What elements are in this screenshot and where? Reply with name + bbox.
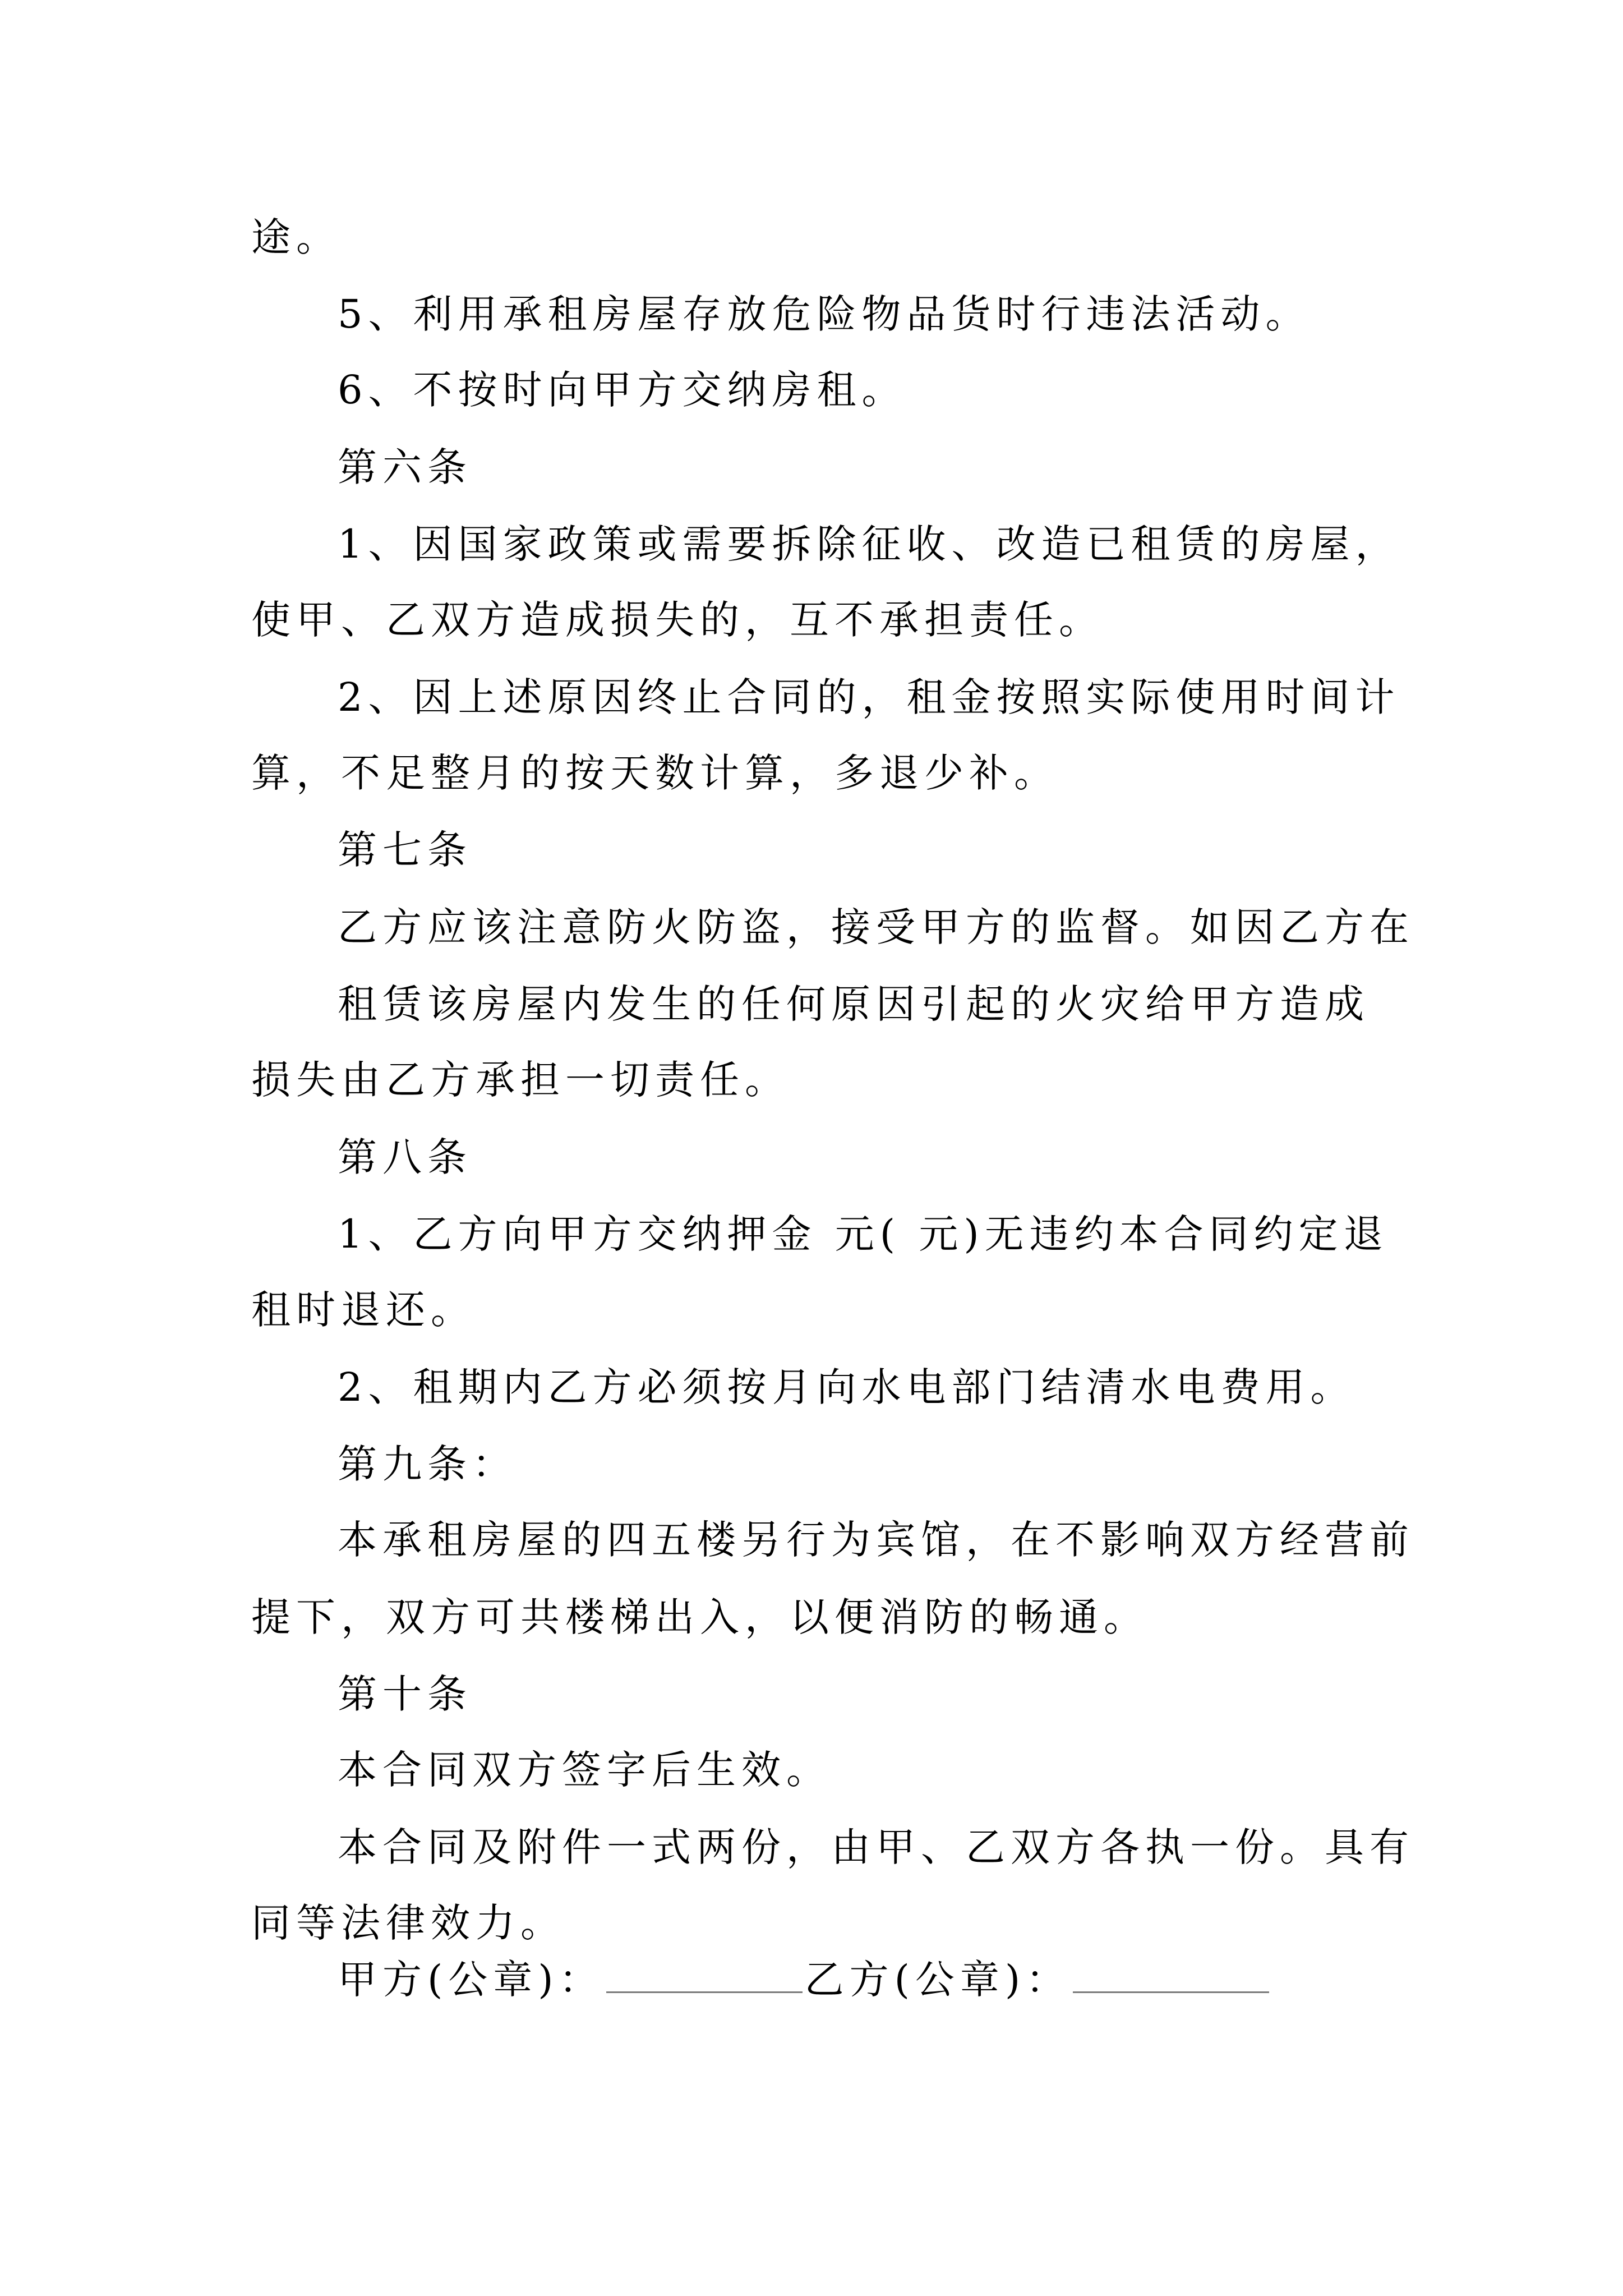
paragraph-line: 1、乙方向甲方交纳押金 元( 元)无违约本合同约定退: [338, 1211, 1389, 1257]
paragraph-line: 提下，双方可共楼梯出入，以便消防的畅通。: [251, 1594, 1149, 1640]
paragraph-line: 使甲、乙双方造成损失的，互不承担责任。: [251, 597, 1104, 643]
paragraph-line: 2、因上述原因终止合同的，租金按照实际使用时间计: [338, 674, 1400, 720]
paragraph-line: 5、利用承租房屋存放危险物品货时行违法活动。: [338, 291, 1311, 337]
section-heading: 第七条: [338, 827, 472, 873]
paragraph-line: 算，不足整月的按天数计算，多退少补。: [251, 750, 1059, 796]
paragraph-line: 6、不按时向甲方交纳房租。: [338, 367, 907, 413]
paragraph-line: 同等法律效力。: [251, 1900, 565, 1946]
paragraph-line: 本合同及附件一式两份，由甲、乙双方各执一份。具有: [338, 1824, 1414, 1870]
section-heading: 第六条: [338, 444, 472, 490]
signature-row: [338, 1952, 1271, 2005]
paragraph-line: 本承租房屋的四五楼另行为宾馆，在不影响双方经营前: [338, 1517, 1414, 1563]
paragraph-line: 租赁该房屋内发生的任何原因引起的火灾给甲方造成: [338, 981, 1370, 1027]
section-heading: 第八条: [338, 1134, 472, 1180]
paragraph-line: 1、因国家政策或需要拆除征收、改造已租赁的房屋，: [338, 521, 1400, 567]
paragraph-line: 乙方应该注意防火防盗，接受甲方的监督。如因乙方在: [338, 904, 1414, 950]
party-b-label: 乙方(公章)：: [804, 1957, 1071, 2003]
paragraph-line: 2、租期内乙方必须按月向水电部门结清水电费用。: [338, 1364, 1355, 1410]
paragraph-line: 租时退还。: [251, 1287, 476, 1333]
party-a-signature-blank: [606, 1952, 803, 1993]
party-a-label: 甲方(公章)：: [338, 1957, 604, 2003]
paragraph-line: 损失由乙方承担一切责任。: [251, 1057, 790, 1103]
paragraph-line: 途。: [251, 214, 341, 260]
paragraph-line: 本合同双方签字后生效。: [338, 1747, 831, 1793]
section-heading: 第十条: [338, 1671, 472, 1717]
party-b-signature-blank: [1073, 1952, 1269, 1993]
section-heading: 第九条：: [338, 1441, 517, 1487]
